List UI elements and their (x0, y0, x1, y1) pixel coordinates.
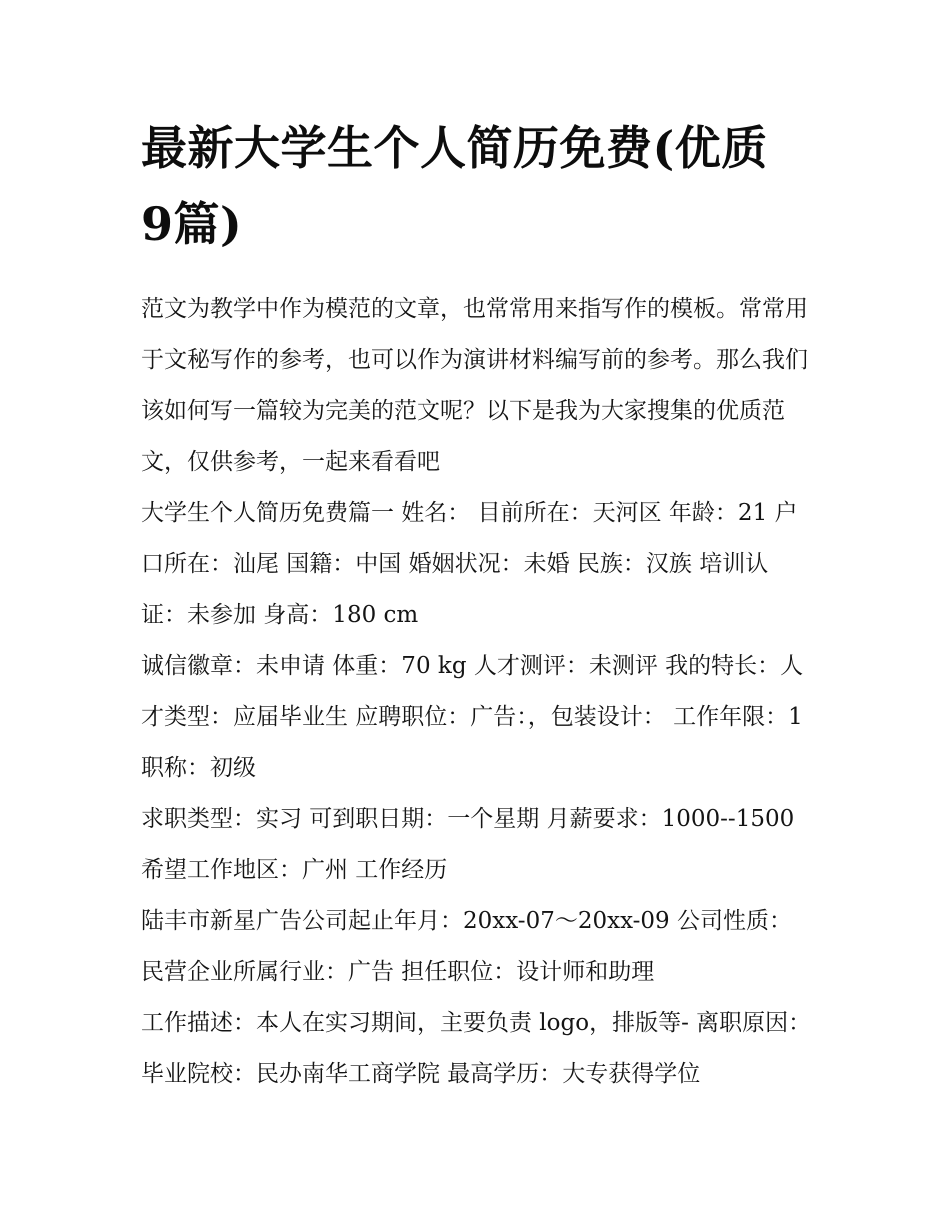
work-experience-paragraph: 陆丰市新星广告公司起止年月：20xx-07～20xx-09 公司性质：民营企业所属行业：广告 担任职位：设计师和助理 (141, 908, 792, 985)
resume-profile-paragraph: 诚信徽章：未申请 体重：70 kg 人才测评：未测评 我的特长：人才类型：应届毕业生 应聘职位：广告：，包装设计： 工作年限：1 职称：初级 (141, 653, 804, 781)
resume-basic-info-paragraph: 大学生个人简历免费篇一 姓名： 目前所在：天河区 年龄：21 户口所在：汕尾 国籍：中国 婚姻状况：未婚 民族：汉族 培训认证：未参加 身高：180 cm (141, 500, 798, 628)
document-title: 最新大学生个人简历免费(优质 9篇) (141, 121, 785, 251)
document-body (141, 110, 813, 1100)
job-intention-paragraph: 求职类型：实习 可到职日期：一个星期 月薪要求：1000--1500 希望工作地区：广州 工作经历 (141, 806, 795, 883)
work-description-paragraph: 工作描述：本人在实习期间，主要负责 logo，排版等- 离职原因： 毕业院校：民办南华工商学院 最高学历：大专获得学位 (141, 1010, 812, 1087)
intro-paragraph: 范文为教学中作为模范的文章，也常常用来指写作的模板。常常用于文秘写作的参考，也可以作为演讲材料编写前的参考。那么我们该如何写一篇较为完美的范文呢？以下是我为大家搜集的优质范文，仅供参考，一起来看看吧 (141, 296, 808, 475)
